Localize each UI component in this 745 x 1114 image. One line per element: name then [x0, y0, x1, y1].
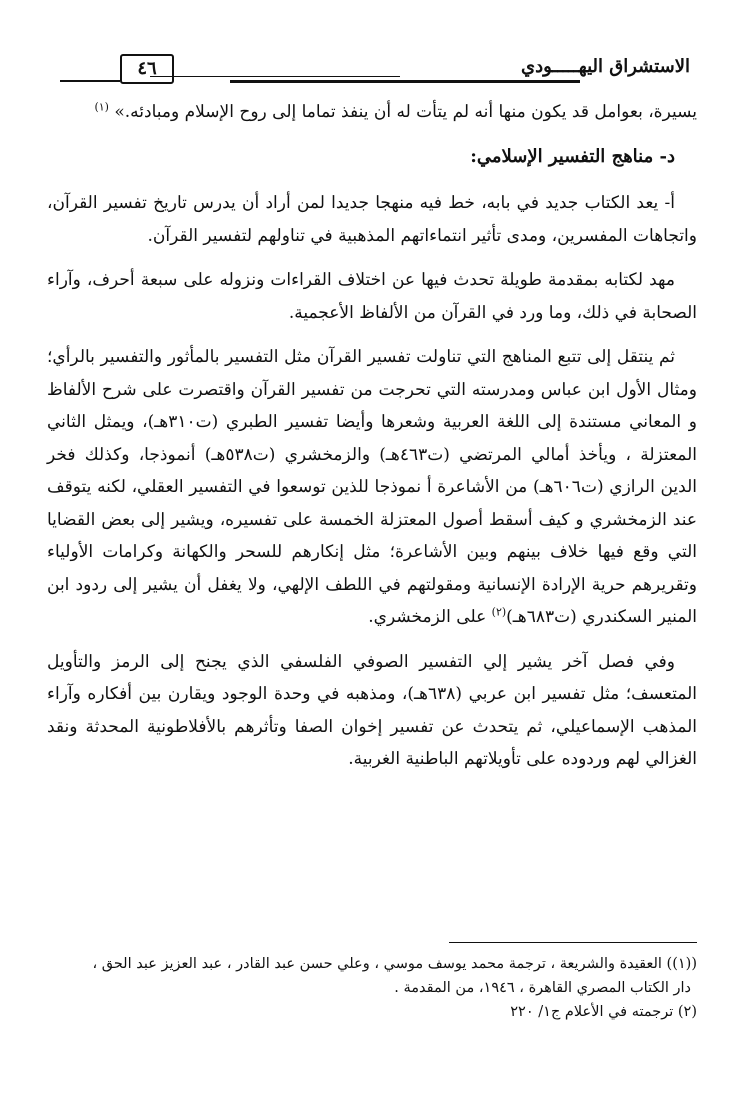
footnote-ref-1: (١) — [94, 100, 109, 114]
header-title: الاستشراق اليهـــــودي — [521, 56, 690, 77]
header-rule-left — [60, 80, 120, 82]
paragraph-continued-text: يسيرة، بعوامل قد يكون منها أنه لم يتأت له أن ينفذ تماما إلى روح الإسلام ومبادئه.» — [114, 102, 697, 122]
header-rule-thin — [150, 76, 400, 77]
header-rule — [230, 80, 580, 83]
paragraph-continued — [47, 96, 697, 129]
footnote-1-line-1: ((١)) العقيدة والشريعة ، ترجمة محمد يوسف موسي ، وعلي حسن عبد القادر ، عبد العزيز عبد الحق ، — [92, 956, 697, 972]
paragraph-3-text: ثم ينتقل إلى تتبع المناهج التي تناولت تفسير القرآن مثل التفسير بالمأثور والتفسير بالرأي؛ ومثال الأول ابن عباس ومدرسته التي تحرجت من تفسير القرآن واقتصرت على شرح الألفاظ و المعاني مستندة إلى اللغة العربية وشعرها وأيضا تفسير الطبري (ت٣١٠هـ)، ويمثل الثاني المعتزلة ، ويأخذ أمالي المرتضي (ت٤٦٣هـ) والزمخشري (ت٥٣٨هـ) أنموذجا، وكذلك فخر الدين الرازي (ت٦٠٦هـ) من الأشاعرة أ نموذجا للذين توسعوا في التفسير العقلي، لكنه يتوقف عند الزمخشري و كيف أسقط أصول المعتزلة الخمسة على تفسيره، ويشير إلى بعض القضايا التي وقع فيها خلاف بينهم وبين الأشاعرة؛ مثل إنكارهم للسحر والكهانة وكرامات الأولياء وتقريرهم حرية الإرادة الإنسانية ومقولتهم في اللطف الإلهي، ولا يغفل أن يشير إلى ردود ابن المنير السكندري (ت٦٨٣هـ) — [47, 347, 697, 627]
footnote-separator — [449, 942, 697, 943]
section-heading: د- مناهج التفسير الإسلامي: — [470, 145, 675, 167]
paragraph-3-end: على الزمخشري. — [368, 607, 492, 627]
paragraph-3 — [47, 341, 697, 634]
paragraph-4: وفي فصل آخر يشير إلي التفسير الصوفي الفلسفي الذي يجنح إلى الرمز والتأويل المتعسف؛ مثل تفسير ابن عربي (٦٣٨هـ)، ومذهبه في وحدة الوجود ويقارن بين أفكاره وآراء المذهب الإسماعيلي، ثم يتحدث عن تفسير إخوان الصفا وتأثرهم بالأفلاطونية المحدثة ونقد الغزالي لهم وردوده على تأويلاتهم الباطنية الغربية. — [47, 651, 697, 769]
body-text — [47, 96, 697, 788]
footnote-2: (٢) ترجمته في الأعلام ج١/ ٢٢٠ — [510, 1004, 697, 1020]
footnotes — [47, 952, 697, 1024]
running-header — [60, 52, 690, 90]
paragraph-1: أ- يعد الكتاب جديد في بابه، خط فيه منهجا جديدا لمن أراد أن يدرس تاريخ تفسير القرآن، واتجاهات المفسرين، ومدى تأثير انتماءاتهم المذهبية في تناولهم لتفسير القرآن. — [47, 193, 697, 246]
footnote-ref-2: (٢) — [491, 605, 507, 619]
paragraph-2: مهد لكتابه بمقدمة طويلة تحدث فيها عن اختلاف القراءات ونزوله على سبعة أحرف، وآراء الصحابة في ذلك، وما ورد في القرآن من الألفاظ الأعجمية. — [47, 270, 697, 323]
page-number: ٤٦ — [120, 54, 174, 84]
footnote-1-line-2: دار الكتاب المصري القاهرة ، ١٩٤٦، من المقدمة . — [394, 980, 691, 996]
